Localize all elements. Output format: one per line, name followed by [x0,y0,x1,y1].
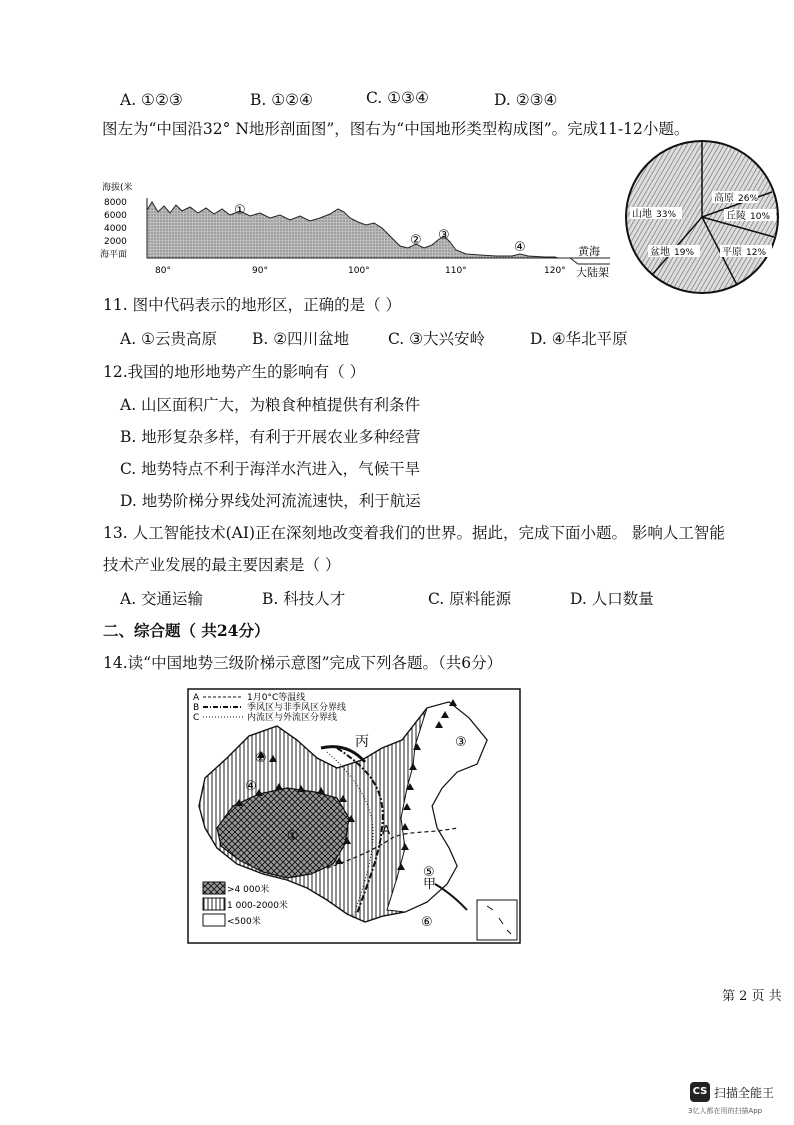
q11-option-b: B. ②四川盆地 [252,330,350,348]
pie-label-plain: 平原 [722,247,742,258]
profile-ytick-2000: 2000 [104,237,127,247]
profile-marker-4: ④ [514,240,526,255]
china-terrain-steps-map [187,688,521,944]
map-label-3: ③ [455,735,467,750]
map-legend-text-b: 季风区与非季风区分界线 [247,703,347,713]
profile-marker-1: ① [234,203,246,218]
q13-stem-line1: 13. 人工智能技术(AI)正在深刻地改变着我们的世界。据此，完成下面小题。 影响人工智能 [103,524,725,542]
pie-label-hills: 丘陵 [726,211,746,222]
profile-xtick-110: 110° [445,266,467,276]
profile-ytick-6000: 6000 [104,211,127,221]
map-legend-elev-low: <500米 [227,917,261,927]
q13-stem-line2: 技术产业发展的最主要因素是（ ） [103,556,341,574]
q11-stem: 11. 图中代码表示的地形区，正确的是（ ） [103,296,402,314]
map-label-5: ⑤ [423,865,435,880]
q10-option-b: B. ①②④ [250,91,313,109]
q14-stem: 14.读“中国地势三级阶梯示意图”完成下列各题。（共6分） [103,654,503,672]
q12-option-b: B. 地形复杂多样，有利于开展农业多种经营 [120,428,421,446]
map-label-line-a: A [382,823,391,837]
map-label-4: ④ [245,779,257,794]
map-label-1: ① [287,829,299,844]
q12-stem: 12.我国的地形地势产生的影响有（ ） [103,363,366,381]
q11-option-d: D. ④华北平原 [530,330,628,348]
map-label-2: ② [255,751,267,766]
q13-option-d: D. 人口数量 [570,590,654,608]
q10-option-d: D. ②③④ [494,91,558,109]
app-name: 扫描全能王 [714,1086,775,1100]
pie-value-basin: 19% [674,248,695,258]
q13-option-b: B. 科技人才 [262,590,346,608]
profile-marker-3: ③ [438,228,450,243]
intro-11-12: 图左为“中国沿32° N地形剖面图”，图右为“中国地形类型构成图”。完成11-12小题。 [102,120,690,138]
pie-label-mountain: 山地 [632,209,652,220]
profile-ytick-8000: 8000 [104,198,127,208]
profile-ytick-4000: 4000 [104,224,127,234]
map-legend-text-c: 内流区与外流区分界线 [247,713,338,723]
terrain-type-pie [622,137,782,297]
map-label-6: ⑥ [421,915,433,930]
q12-option-c: C. 地势特点不利于海洋水汽进入，气候干旱 [120,460,421,478]
profile-xtick-80: 80° [155,266,171,276]
profile-xtick-120: 120° [544,266,566,276]
map-legend-key-c: C [193,713,200,723]
q11-option-c: C. ③大兴安岭 [388,330,486,348]
profile-ylabel: 海拔(米 [102,183,133,193]
pie-value-plain: 12% [746,248,767,258]
pie-value-hills: 10% [750,212,771,222]
pie-value-plateau: 26% [738,194,759,204]
q10-option-c: C. ①③④ [366,89,429,107]
map-legend-text-a: 1月0°C等温线 [247,693,306,703]
pie-label-plateau: 高原 [714,193,734,204]
page-number: 第 2 页 共 [722,989,782,1004]
profile-xtick-90: 90° [252,266,268,276]
q13-option-c: C. 原料能源 [428,590,512,608]
pie-value-mountain: 33% [656,210,677,220]
profile-shelf-label: 大陆架 [576,266,609,279]
q12-option-a: A. 山区面积广大，为粮食种植提供有利条件 [120,396,421,414]
map-legend-elev-mid: 1 000-2000米 [227,901,288,911]
map-label-jia: 甲 [423,877,437,892]
q13-option-a: A. 交通运输 [120,590,204,608]
app-tagline: 3亿人都在用的扫描App [688,1107,763,1115]
map-legend-key-b: B [193,703,200,713]
map-label-bing: 丙 [355,734,369,750]
q10-option-a: A. ①②③ [120,91,183,109]
map-legend-key-a: A [193,693,200,703]
profile-ytick-sealevel: 海平面 [100,250,128,260]
q12-option-d: D. 地势阶梯分界线处河流流速快，利于航运 [120,492,421,510]
profile-xtick-100: 100° [348,266,370,276]
section-2-heading: 二、综合题（ 共24分） [103,621,270,640]
camscanner-logo: CS [690,1082,710,1102]
pie-label-basin: 盆地 [650,247,670,258]
map-legend-elev-high: >4 000米 [227,885,270,895]
terrain-profile-figure [100,178,610,280]
profile-terrain [147,202,558,258]
q11-option-a: A. ①云贵高原 [120,330,217,348]
profile-sea-label: 黄海 [578,245,600,258]
profile-marker-2: ② [410,233,422,248]
